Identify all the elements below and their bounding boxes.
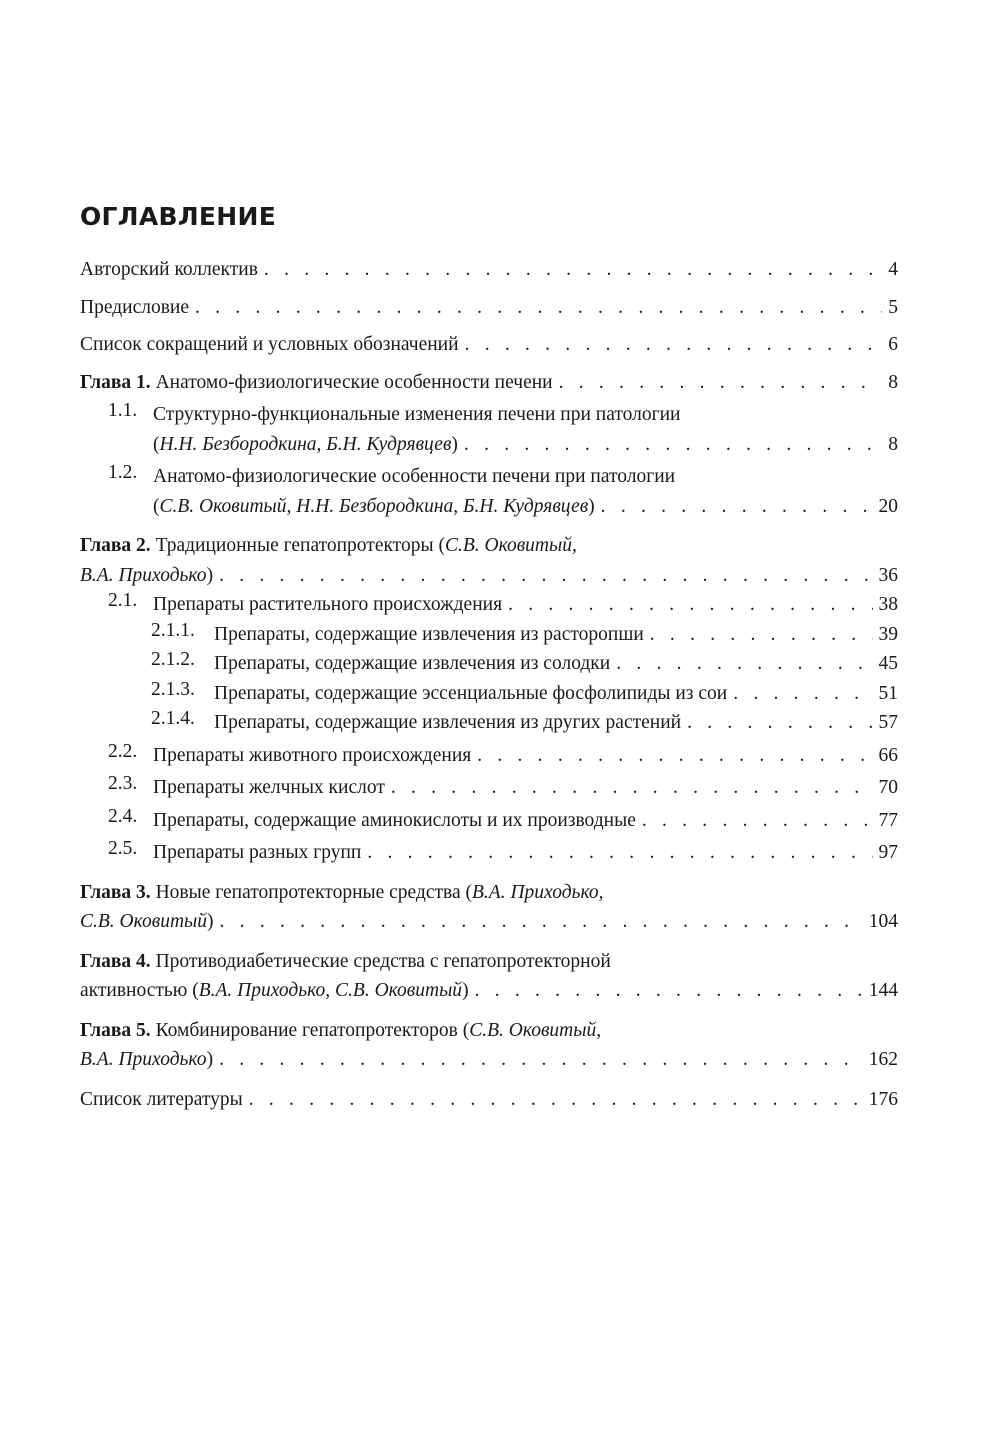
section-authors: С.В. Оковитый, Н.Н. Безбородкина, Б.Н. Кудрявцев [159,495,589,517]
section-number: 2.3. [108,773,138,794]
toc-entry-section-1-1[interactable]: 1.1. Структурно-функциональные изменения печени при патологии (Н.Н. Безбородкина, Б.Н. Кудрявцев) . . . 8 [108,400,898,459]
chapter-authors: В.А. Приходько, [472,881,604,903]
section-number: 2.1.1. [151,619,195,641]
page-number: 5 [888,296,898,318]
page-number: 20 [878,495,898,517]
section-number: 2.5. [108,838,138,859]
page-number: 51 [878,682,898,704]
section-title: Препараты, содержащие извлечения из солодки [214,653,611,674]
chapter-title: Традиционные гепатопротекторы [155,535,434,556]
chapter-label: Глава 1. [80,371,151,393]
page-title: ОГЛАВЛЕНИЕ [80,202,277,231]
dot-leader [650,620,873,650]
section-title: Анатомо-физиологические особенности печени при патологии [153,466,676,487]
page-number: 70 [878,777,898,798]
toc-entry-section-2-1-2[interactable] [151,649,898,679]
page-number: 97 [878,842,898,863]
section-title: Структурно-функциональные изменения печени при патологии [153,404,681,425]
page-number: 77 [878,809,898,831]
section-title: Препараты, содержащие эссенциальные фосфолипиды из сои [214,682,728,704]
section-title: Препараты желчных кислот [153,777,385,798]
dot-leader [508,590,872,620]
dot-leader [616,649,872,679]
toc-entry-chapter-5[interactable]: Глава 5. Комбинирование гепатопротекторов (С.В. Оковитый, В.А. Приходько) . . . 162 [80,1016,898,1075]
dot-leader [391,773,873,803]
chapter-authors: В.А. Приходько [80,564,207,586]
toc-entry-section-1-2[interactable]: 1.2. Анатомо-физиологические особенности печени при патологии (С.В. Оковитый, Н.Н. Безбородкина, Б.Н. Кудрявцев) . . . 20 [108,462,898,521]
chapter-label: Глава 4. [80,950,151,972]
chapter-authors: С.В. Оковитый, [444,535,577,556]
page-number: 45 [878,653,898,674]
section-title: Препараты животного происхождения [153,744,472,766]
page-number: 8 [888,433,898,455]
chapter-title: Противодиабетические средства с гепатопротекторной [155,950,611,972]
section-authors: Н.Н. Безбородкина, Б.Н. Кудрявцев [159,433,452,455]
toc-entry-chapter-4[interactable]: Глава 4. Противодиабетические средства с гепатопротекторной активностью (В.А. Приходько, С.В. Оковитый) . . . 144 [80,947,898,1006]
dot-leader [477,741,872,771]
chapter-authors: С.В. Оковитый, [469,1019,602,1041]
toc-entry-authors[interactable] [80,255,898,285]
toc-entry-preface[interactable] [80,293,898,323]
section-number: 1.2. [108,462,138,483]
section-number: 2.2. [108,740,138,762]
section-number: 2.1.2. [151,649,195,670]
page-number: 176 [868,1088,898,1110]
page-number: 39 [878,623,898,645]
dot-leader [687,708,872,738]
page-number: 8 [888,371,898,393]
page-number: 144 [868,980,898,1001]
section-title: Препараты, содержащие аминокислоты и их производные [153,809,636,831]
dot-leader [475,976,863,1006]
toc-entry-abbreviations[interactable] [80,330,898,360]
dot-leader [642,806,873,836]
page-number: 162 [868,1049,898,1070]
toc-entry-section-2-1-1[interactable] [151,620,898,650]
chapter-label: Глава 3. [80,881,151,903]
dot-leader [219,1045,863,1075]
section-title: Препараты растительного происхождения [153,594,503,615]
toc-entry-chapter-3[interactable]: Глава 3. Новые гепатопротекторные средства (В.А. Приходько, С.В. Оковитый) . . . 104 [80,878,898,937]
chapter-authors: В.А. Приходько, С.В. Оковитый [198,980,463,1001]
toc-entry-section-2-5[interactable] [108,838,898,868]
dot-leader [733,679,872,709]
chapter-title: Новые гепатопротекторные средства [155,881,461,903]
section-number: 2.4. [108,805,138,827]
page-number: 4 [888,259,898,280]
page-number: 6 [888,334,898,355]
section-title: Препараты, содержащие извлечения из других растений [214,712,682,733]
dot-leader [601,492,873,522]
section-title: Препараты, содержащие извлечения из расторопши [214,623,644,645]
dot-leader [465,330,883,360]
toc-entry-title: Авторский коллектив [80,259,258,280]
dot-leader [219,561,872,591]
section-title: Препараты разных групп [153,842,362,863]
section-number: 1.1. [108,400,138,421]
toc-entry-title: Список литературы [80,1088,243,1110]
dot-leader [220,907,863,937]
section-number: 2.1. [108,590,138,611]
section-number: 2.1.3. [151,678,195,700]
section-number: 2.1.4. [151,708,195,729]
chapter-title-continued: активностью [80,980,188,1001]
toc-entry-references[interactable] [80,1085,898,1115]
chapter-authors: В.А. Приходько [80,1049,207,1070]
chapter-title: Комбинирование гепатопротекторов [155,1019,458,1041]
toc-entry-chapter-1[interactable] [80,368,898,398]
dot-leader [195,293,882,323]
dot-leader [264,255,882,285]
table-of-contents [80,255,898,1114]
toc-entry-section-2-4[interactable] [108,806,898,836]
toc-entry-section-2-3[interactable] [108,773,898,803]
dot-leader [249,1085,863,1115]
toc-entry-section-2-2[interactable] [108,741,898,771]
page-number: 57 [878,712,898,733]
chapter-label: Глава 2. [80,535,151,556]
page-number: 36 [878,564,898,586]
chapter-authors: С.В. Оковитый [80,911,208,932]
toc-entry-chapter-2[interactable]: Глава 2. Традиционные гепатопротекторы (С.В. Оковитый, В.А. Приходько) . . . 36 [80,531,898,590]
chapter-label: Глава 5. [80,1019,151,1041]
chapter-title: Анатомо-физиологические особенности печени [155,371,553,393]
dot-leader [464,430,882,460]
dot-leader [559,368,883,398]
toc-entry-section-2-1-4[interactable] [151,708,898,738]
page-number: 38 [878,594,898,615]
page-number: 104 [868,911,898,932]
toc-entry-section-2-1-3[interactable] [151,679,898,709]
page-number: 66 [878,744,898,766]
toc-entry-title: Предисловие [80,296,190,318]
toc-entry-title: Список сокращений и условных обозначений [80,334,459,355]
dot-leader [367,838,872,868]
toc-entry-section-2-1[interactable] [108,590,898,620]
